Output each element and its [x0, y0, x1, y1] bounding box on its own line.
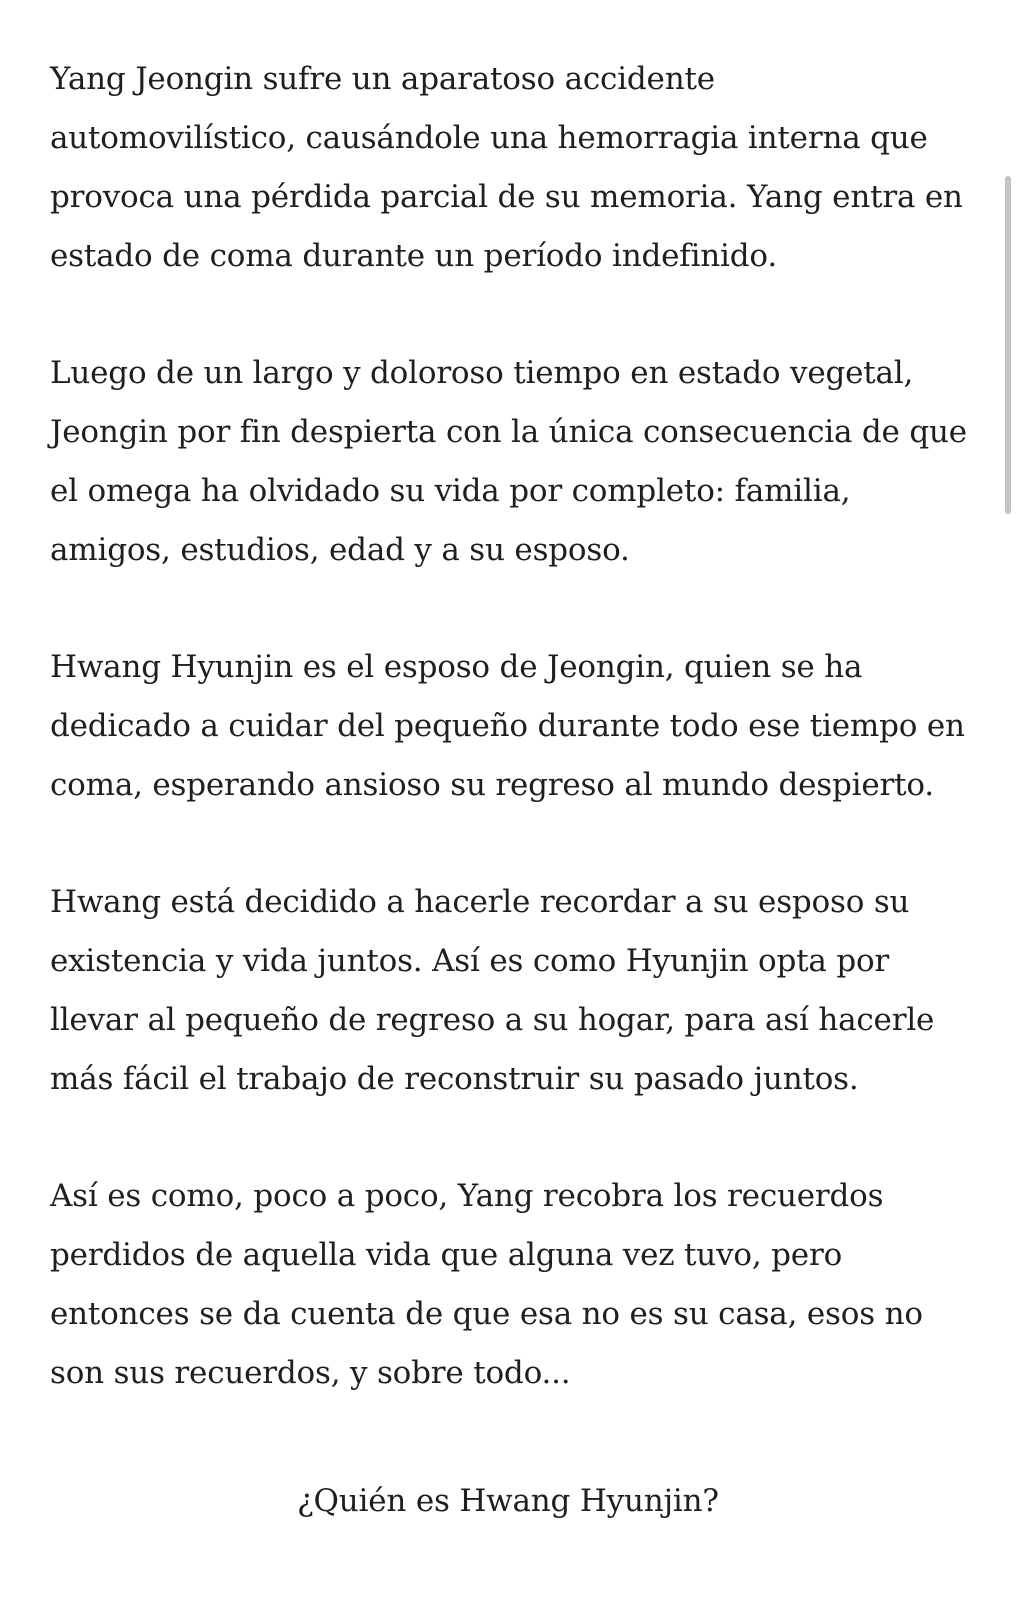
text-line: Hwang Hyunjin es el esposo de Jeongin, quien se ha [50, 649, 863, 685]
text-line: provoca una pérdida parcial de su memoria. Yang entra en [50, 179, 963, 215]
text-line: perdidos de aquella vida que alguna vez tuvo, pero [50, 1237, 843, 1273]
text-line: estado de coma durante un período indefinido. [50, 238, 777, 274]
text-line: más fácil el trabajo de reconstruir su pasado juntos. [50, 1061, 859, 1097]
text-line: automovilístico, causándole una hemorragia interna que [50, 120, 928, 156]
text-line: entonces se da cuenta de que esa no es su casa, esos no [50, 1296, 923, 1332]
text-line: Así es como, poco a poco, Yang recobra los recuerdos [50, 1178, 884, 1214]
synopsis-paragraph-4 [50, 873, 970, 1109]
synopsis-paragraph-1 [50, 50, 970, 286]
text-line: el omega ha olvidado su vida por completo: familia, [50, 473, 851, 509]
text-line: llevar al pequeño de regreso a su hogar, para así hacerle [50, 1002, 935, 1038]
synopsis-paragraph-5 [50, 1167, 970, 1403]
synopsis-paragraph-3 [50, 638, 970, 815]
text-line: coma, esperando ansioso su regreso al mundo despierto. [50, 767, 934, 803]
text-line: amigos, estudios, edad y a su esposo. [50, 532, 630, 568]
text-line: Hwang está decidido a hacerle recordar a su esposo su [50, 884, 910, 920]
scrollbar-thumb[interactable] [1005, 176, 1011, 514]
synopsis-text [50, 50, 970, 1461]
text-line: Luego de un largo y doloroso tiempo en estado vegetal, [50, 355, 914, 391]
text-line: Yang Jeongin sufre un aparatoso accidente [50, 61, 715, 97]
text-line: Jeongin por fin despierta con la única consecuencia de que [50, 414, 967, 450]
text-line: dedicado a cuidar del pequeño durante todo ese tiempo en [50, 708, 965, 744]
text-line: existencia y vida juntos. Así es como Hyunjin opta por [50, 943, 890, 979]
synopsis-paragraph-2 [50, 344, 970, 580]
closing-question: ¿Quién es Hwang Hyunjin? [297, 1483, 719, 1519]
text-line: son sus recuerdos, y sobre todo... [50, 1355, 571, 1391]
